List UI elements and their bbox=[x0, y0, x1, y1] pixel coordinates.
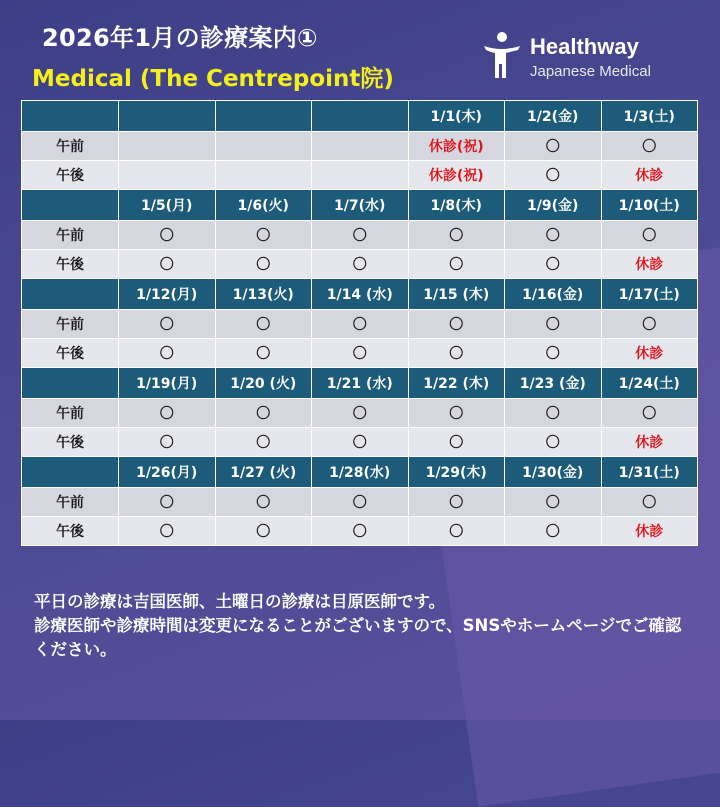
date-header-cell: 1/9(金) bbox=[505, 190, 601, 220]
open-cell: 〇 bbox=[409, 428, 505, 456]
open-cell: 〇 bbox=[312, 428, 408, 456]
open-cell: 〇 bbox=[505, 250, 601, 278]
date-header-cell bbox=[216, 101, 312, 131]
afternoon-label: 午後 bbox=[22, 517, 118, 545]
empty-cell bbox=[119, 161, 215, 189]
date-header-cell: 1/3(土) bbox=[602, 101, 698, 131]
open-cell: 〇 bbox=[505, 132, 601, 160]
person-figure-icon bbox=[476, 28, 524, 82]
open-cell: 〇 bbox=[312, 339, 408, 367]
date-header-cell: 1/13(火) bbox=[216, 279, 312, 309]
date-header-cell: 1/30(金) bbox=[505, 457, 601, 487]
logo-name: Healthway bbox=[530, 34, 639, 59]
date-header-cell: 1/23 (金) bbox=[505, 368, 601, 398]
open-cell: 〇 bbox=[216, 339, 312, 367]
open-cell: 〇 bbox=[312, 250, 408, 278]
afternoon-label: 午後 bbox=[22, 250, 118, 278]
morning-row bbox=[22, 221, 697, 249]
open-cell: 〇 bbox=[216, 250, 312, 278]
open-cell: 〇 bbox=[409, 339, 505, 367]
open-cell: 〇 bbox=[409, 399, 505, 427]
week-header-row bbox=[22, 190, 697, 220]
closed-cell: 休診 bbox=[602, 161, 698, 189]
open-cell: 〇 bbox=[505, 428, 601, 456]
afternoon-label: 午後 bbox=[22, 428, 118, 456]
date-header-cell: 1/28(水) bbox=[312, 457, 408, 487]
open-cell: 〇 bbox=[602, 488, 698, 516]
date-header-cell bbox=[119, 101, 215, 131]
open-cell: 〇 bbox=[312, 517, 408, 545]
week-header-row bbox=[22, 279, 697, 309]
open-cell: 〇 bbox=[409, 488, 505, 516]
open-cell: 〇 bbox=[602, 132, 698, 160]
open-cell: 〇 bbox=[312, 221, 408, 249]
morning-label: 午前 bbox=[22, 132, 118, 160]
open-cell: 〇 bbox=[409, 250, 505, 278]
open-cell: 〇 bbox=[119, 339, 215, 367]
header-corner-cell bbox=[22, 101, 118, 131]
date-header-cell: 1/24(土) bbox=[602, 368, 698, 398]
open-cell: 〇 bbox=[602, 221, 698, 249]
open-cell: 〇 bbox=[602, 399, 698, 427]
date-header-cell: 1/5(月) bbox=[119, 190, 215, 220]
date-header-cell: 1/17(土) bbox=[602, 279, 698, 309]
week-header-row bbox=[22, 101, 697, 131]
open-cell: 〇 bbox=[409, 221, 505, 249]
afternoon-row bbox=[22, 250, 697, 278]
open-cell: 〇 bbox=[119, 428, 215, 456]
empty-cell bbox=[216, 161, 312, 189]
header-corner-cell bbox=[22, 190, 118, 220]
date-header-cell: 1/1(木) bbox=[409, 101, 505, 131]
empty-cell bbox=[312, 132, 408, 160]
logo-subtitle: Japanese Medical bbox=[530, 63, 651, 80]
header-corner-cell bbox=[22, 279, 118, 309]
date-header-cell: 1/19(月) bbox=[119, 368, 215, 398]
header-corner-cell bbox=[22, 368, 118, 398]
week-header-row bbox=[22, 457, 697, 487]
date-header-cell: 1/8(木) bbox=[409, 190, 505, 220]
page-title: 2026年1月の診療案内① bbox=[42, 24, 318, 52]
morning-label: 午前 bbox=[22, 399, 118, 427]
open-cell: 〇 bbox=[119, 310, 215, 338]
date-header-cell: 1/21 (水) bbox=[312, 368, 408, 398]
closed-cell: 休診 bbox=[602, 428, 698, 456]
open-cell: 〇 bbox=[505, 221, 601, 249]
afternoon-label: 午後 bbox=[22, 161, 118, 189]
open-cell: 〇 bbox=[505, 488, 601, 516]
date-header-cell: 1/22 (木) bbox=[409, 368, 505, 398]
closed-cell: 休診 bbox=[602, 250, 698, 278]
open-cell: 〇 bbox=[409, 517, 505, 545]
schedule-table bbox=[21, 100, 698, 546]
date-header-cell: 1/16(金) bbox=[505, 279, 601, 309]
open-cell: 〇 bbox=[505, 310, 601, 338]
morning-label: 午前 bbox=[22, 310, 118, 338]
date-header-cell: 1/14 (水) bbox=[312, 279, 408, 309]
morning-row bbox=[22, 399, 697, 427]
open-cell: 〇 bbox=[505, 339, 601, 367]
morning-row bbox=[22, 132, 697, 160]
open-cell: 〇 bbox=[216, 399, 312, 427]
date-header-cell: 1/6(火) bbox=[216, 190, 312, 220]
date-header-cell: 1/12(月) bbox=[119, 279, 215, 309]
date-header-cell: 1/2(金) bbox=[505, 101, 601, 131]
open-cell: 〇 bbox=[505, 161, 601, 189]
open-cell: 〇 bbox=[602, 310, 698, 338]
closed-cell: 休診 bbox=[602, 339, 698, 367]
open-cell: 〇 bbox=[312, 399, 408, 427]
healthway-logo bbox=[476, 26, 676, 86]
date-header-cell: 1/7(水) bbox=[312, 190, 408, 220]
afternoon-row bbox=[22, 428, 697, 456]
empty-cell bbox=[216, 132, 312, 160]
morning-row bbox=[22, 488, 697, 516]
closed-cell: 休診(祝) bbox=[409, 132, 505, 160]
open-cell: 〇 bbox=[119, 488, 215, 516]
closed-cell: 休診 bbox=[602, 517, 698, 545]
note-changes: 診療医師や診療時間は変更になることがございますので、SNSやホームページでご確認ください。 bbox=[34, 616, 682, 659]
afternoon-row bbox=[22, 517, 697, 545]
note-doctors: 平日の診療は吉国医師、土曜日の診療は目原医師です。 bbox=[34, 592, 446, 611]
closed-cell: 休診(祝) bbox=[409, 161, 505, 189]
date-header-cell: 1/10(土) bbox=[602, 190, 698, 220]
morning-row bbox=[22, 310, 697, 338]
date-header-cell: 1/27 (火) bbox=[216, 457, 312, 487]
open-cell: 〇 bbox=[312, 488, 408, 516]
afternoon-label: 午後 bbox=[22, 339, 118, 367]
date-header-cell: 1/15 (木) bbox=[409, 279, 505, 309]
date-header-cell: 1/20 (火) bbox=[216, 368, 312, 398]
notes bbox=[34, 590, 684, 662]
date-header-cell: 1/31(土) bbox=[602, 457, 698, 487]
open-cell: 〇 bbox=[216, 221, 312, 249]
open-cell: 〇 bbox=[312, 310, 408, 338]
open-cell: 〇 bbox=[505, 517, 601, 545]
open-cell: 〇 bbox=[119, 221, 215, 249]
open-cell: 〇 bbox=[119, 250, 215, 278]
week-header-row bbox=[22, 368, 697, 398]
open-cell: 〇 bbox=[216, 488, 312, 516]
morning-label: 午前 bbox=[22, 221, 118, 249]
afternoon-row bbox=[22, 339, 697, 367]
open-cell: 〇 bbox=[119, 517, 215, 545]
date-header-cell: 1/26(月) bbox=[119, 457, 215, 487]
clinic-subtitle: Medical (The Centrepoint院) bbox=[32, 66, 394, 92]
empty-cell bbox=[312, 161, 408, 189]
open-cell: 〇 bbox=[505, 399, 601, 427]
open-cell: 〇 bbox=[119, 399, 215, 427]
open-cell: 〇 bbox=[216, 428, 312, 456]
date-header-cell: 1/29(木) bbox=[409, 457, 505, 487]
morning-label: 午前 bbox=[22, 488, 118, 516]
empty-cell bbox=[119, 132, 215, 160]
open-cell: 〇 bbox=[409, 310, 505, 338]
afternoon-row bbox=[22, 161, 697, 189]
open-cell: 〇 bbox=[216, 517, 312, 545]
header-corner-cell bbox=[22, 457, 118, 487]
date-header-cell bbox=[312, 101, 408, 131]
open-cell: 〇 bbox=[216, 310, 312, 338]
